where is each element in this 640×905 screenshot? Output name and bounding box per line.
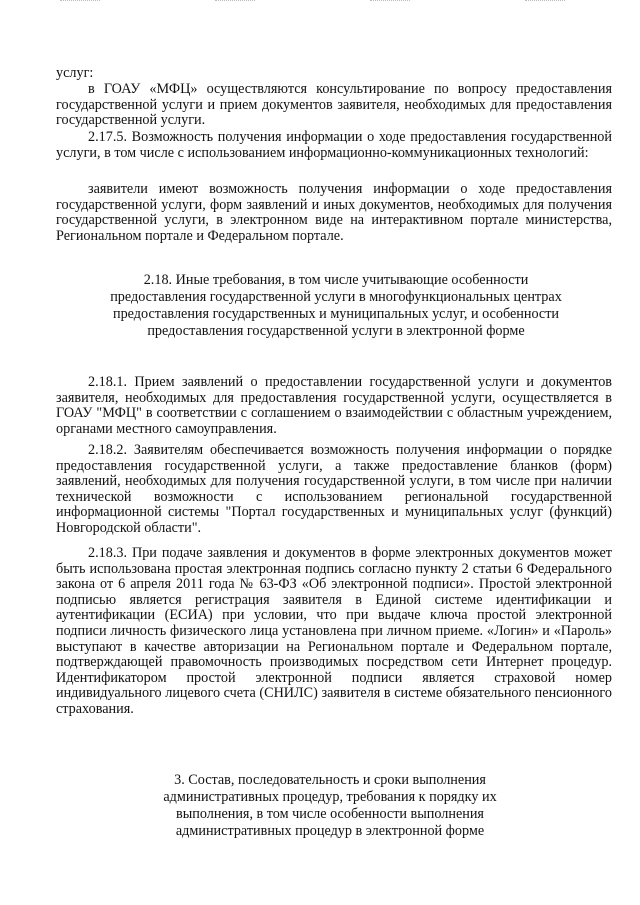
paragraph-2-17-5: 2.17.5. Возможность получения информации о ходе предоставления государственной услуги, в том числе с использованием информационно-коммуникационных технологий: <box>56 129 612 161</box>
paragraph-2-18-1: 2.18.1. Прием заявлений о предоставлении государственной услуги и документов заявителя, необходимых для предоставления государственной услуги, осуществляется в ГОАУ "МФЦ" в соответствии с соглашением о взаимодействии с областным учреждением, органами местного самоуправления. <box>56 374 612 437</box>
paragraph-2-18-3: 2.18.3. При подаче заявления и документов в форме электронных документов может быть использована простая электронная подпись согласно пункту 2 статьи 6 Федерального закона от 6 апреля 2011 года № 63-ФЗ «Об электронной подписи». Простой электронной подписью является регистрация заявителя в Единой системе идентификации и аутентификации (ЕСИА) при условии, что при выдаче ключа простой электронной подписи личность физического лица установлена при личном приеме. «Логин» и «Пароль» выступают в качестве авторизации на Региональном портале и Федеральном портале, подтверждающей правомочность производимых посредством сети Интернет процедур. Идентификатором простой электронной подписи является страховой номер индивидуального лицевого счета (СНИЛС) заявителя в системе обязательного пенсионного страхования. <box>56 545 612 717</box>
paragraph-continuation: услуг: <box>56 65 94 81</box>
paragraph-applicants-info: заявители имеют возможность получения информации о ходе предоставления государственной услуги, форм заявлений и иных документов, необходимых для получения государственной услуги, в электронном виде на интерактивном портале министерства, Региональном портале и Федеральном портале. <box>56 181 612 244</box>
scan-top-marks <box>0 0 640 6</box>
section-3-heading: 3. Состав, последовательность и сроки выполнения административных процедур, требования к порядку их выполнения, в том числе особенности выполнения административных процедур в электронной форме <box>163 772 497 839</box>
paragraph-2-18-2: 2.18.2. Заявителям обеспечивается возможность получения информации о порядке предоставления государственной услуги, а также предоставление бланков (форм) заявлений, необходимых для получения государственной услуги, в том числе при наличии технической возможности с использованием региональной государственной информационной системы "Портал государственных и муниципальных услуг (функций) Новгородской области". <box>56 442 612 536</box>
section-2-18-heading: 2.18. Иные требования, в том числе учитывающие особенности предоставления государственной услуги в многофункциональных центрах предоставления государственных и муниципальных услуг, и особенности предоставления государственной услуги в электронной форме <box>110 272 562 339</box>
paragraph-mfc-consulting: в ГОАУ «МФЦ» осуществляются консультирование по вопросу предоставления государственной услуги и прием документов заявителя, необходимых для предоставления государственной услуги. <box>56 81 612 129</box>
